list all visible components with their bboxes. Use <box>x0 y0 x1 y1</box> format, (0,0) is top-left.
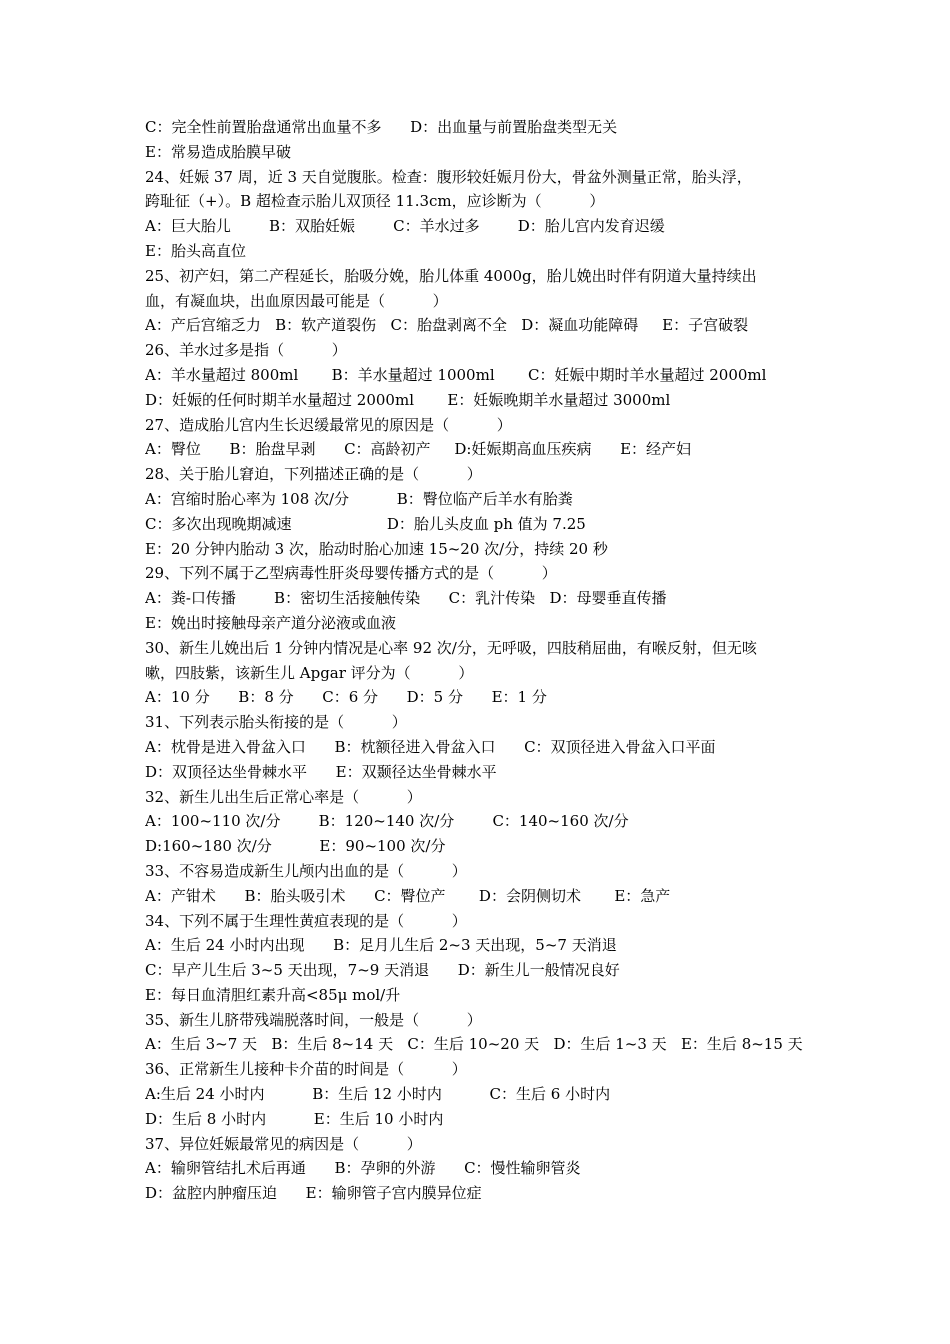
options-28: E：20 分钟内胎动 3 次，胎动时胎心加速 15~20 次/分，持续 20 秒 <box>145 539 608 558</box>
question-33: 33、不容易造成新生儿颅内出血的是（ ） <box>145 861 467 880</box>
options-26: D：妊娠的任何时期羊水量超过 2000ml E：妊娠晚期羊水量超过 3000ml <box>145 390 671 409</box>
question-34: 34、下列不属于生理性黄疸表现的是（ ） <box>145 911 467 930</box>
text-line: E：常易造成胎膜早破 <box>145 142 291 161</box>
question-26: 26、羊水过多是指（ ） <box>145 341 347 360</box>
question-31: 31、下列表示胎头衔接的是（ ） <box>145 713 407 732</box>
question-28: 28、关于胎儿窘迫，下列描述正确的是（ ） <box>145 465 482 484</box>
question-25: 25、初产妇，第二产程延长，胎吸分娩，胎儿体重 4000g，胎儿娩出时伴有阴道大量持续出 <box>145 266 757 285</box>
question-24: 24、妊娠 37 周，近 3 天自觉腹胀。检查：腹形较妊娠月份大，骨盆外测量正常，胎头浮， <box>145 167 752 186</box>
options-34: A：生后 24 小时内出现 B：足月儿生后 2~3 天出现，5~7 天消退 <box>145 936 617 955</box>
options-30: A：10 分 B：8 分 C：6 分 D：5 分 E：1 分 <box>145 688 547 707</box>
options-36: A:生后 24 小时内 B：生后 12 小时内 C：生后 6 小时内 <box>145 1085 611 1104</box>
options-26: A：羊水量超过 800ml B：羊水量超过 1000ml C：妊娠中期时羊水量超过 2000ml <box>145 365 767 384</box>
options-34: C：早产儿生后 3~5 天出现，7~9 天消退 D：新生儿一般情况良好 <box>145 961 620 980</box>
options-32: A：100~110 次/分 B：120~140 次/分 C：140~160 次/分 <box>145 812 629 831</box>
question-30: 30、新生儿娩出后 1 分钟内情况是心率 92 次/分，无呼吸，四肢稍屈曲，有喉反射，但无咳 <box>145 638 757 657</box>
options-37: D：盆腔内肿瘤压迫 E：输卵管子宫内膜异位症 <box>145 1184 482 1203</box>
options-28: A：宫缩时胎心率为 108 次/分 B：臀位临产后羊水有胎粪 <box>145 489 573 508</box>
question-29: 29、下列不属于乙型病毒性肝炎母婴传播方式的是（ ） <box>145 564 557 583</box>
options-25: A：产后宫缩乏力 B：软产道裂伤 C：胎盘剥离不全 D：凝血功能障碍 E：子宫破裂 <box>145 316 749 335</box>
options-35: A：生后 3~7 天 B：生后 8~14 天 C：生后 10~20 天 D：生后 1~3 天 E：生后 8~15 天 <box>145 1035 803 1054</box>
question-32: 32、新生儿出生后正常心率是（ ） <box>145 787 422 806</box>
options-27: A：臀位 B：胎盘早剥 C：高龄初产 D:妊娠期高血压疾病 E：经产妇 <box>145 440 692 459</box>
text-line: 跨耻征（+）。B 超检查示胎儿双顶径 11.3cm，应诊断为（ ） <box>145 192 605 211</box>
options-31: A：枕骨是进入骨盆入口 B：枕额径进入骨盆入口 C：双顶径进入骨盆入口平面 <box>145 737 716 756</box>
options-36: D：生后 8 小时内 E：生后 10 小时内 <box>145 1109 444 1128</box>
question-27: 27、造成胎儿宫内生长迟缓最常见的原因是（ ） <box>145 415 512 434</box>
options-29: E：娩出时接触母亲产道分泌液或血液 <box>145 613 396 632</box>
question-35: 35、新生儿脐带残端脱落时间，一般是（ ） <box>145 1010 482 1029</box>
options-33: A：产钳术 B：胎头吸引术 C：臀位产 D：会阴侧切术 E：急产 <box>145 886 671 905</box>
options-32: D:160~180 次/分 E：90~100 次/分 <box>145 837 446 856</box>
options-34: E：每日血清胆红素升高<85μ mol/升 <box>145 985 401 1004</box>
text-line: 血，有凝血块，出血原因最可能是（ ） <box>145 291 448 310</box>
options-24: E：胎头高直位 <box>145 241 246 260</box>
text-line: 嗽，四肢紫，该新生儿 Apgar 评分为（ ） <box>145 663 474 682</box>
options-28: C：多次出现晚期减速 D：胎儿头皮血 ph 值为 7.25 <box>145 514 586 533</box>
options-37: A：输卵管结扎术后再通 B：孕卵的外游 C：慢性输卵管炎 <box>145 1159 581 1178</box>
question-36: 36、正常新生儿接种卡介苗的时间是（ ） <box>145 1060 467 1079</box>
options-31: D：双顶径达坐骨棘水平 E：双颞径达坐骨棘水平 <box>145 762 497 781</box>
document-page <box>145 115 815 1206</box>
question-37: 37、异位妊娠最常见的病因是（ ） <box>145 1134 422 1153</box>
text-line: C：完全性前置胎盘通常出血量不多 D：出血量与前置胎盘类型无关 <box>145 118 618 136</box>
options-29: A：粪-口传播 B：密切生活接触传染 C：乳汁传染 D：母婴垂直传播 <box>145 589 667 608</box>
options-24: A：巨大胎儿 B：双胎妊娠 C：羊水过多 D：胎儿宫内发育迟缓 <box>145 217 665 236</box>
